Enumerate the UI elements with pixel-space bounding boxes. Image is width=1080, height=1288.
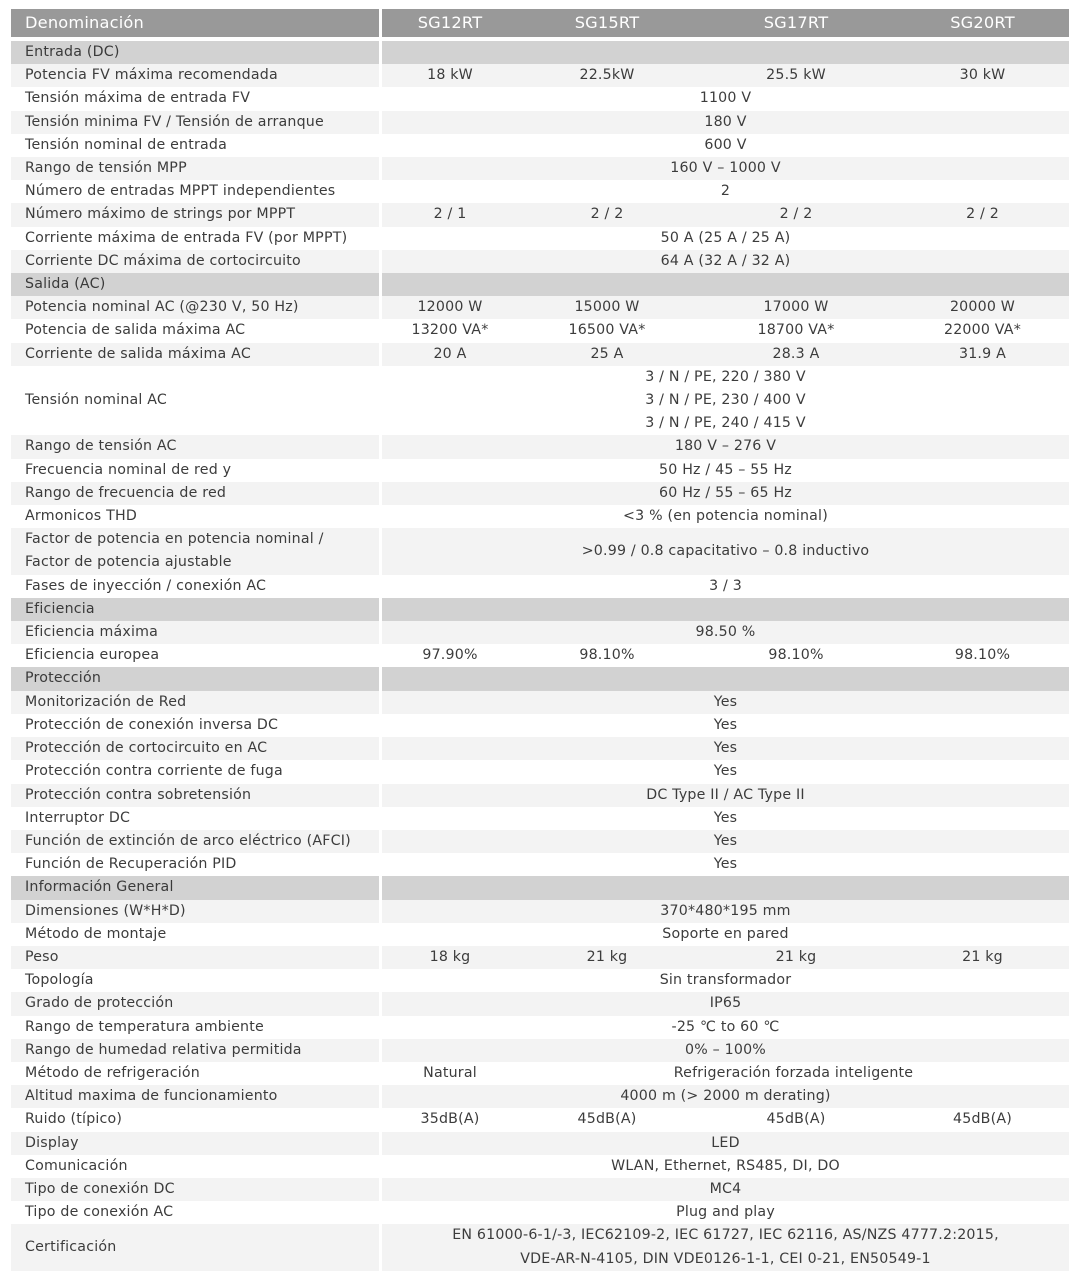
spec-value — [518, 644, 696, 667]
spec-label — [11, 1108, 382, 1131]
spec-label — [11, 64, 382, 87]
spec-label-line: Tensión minima FV / Tensión de arranque — [25, 113, 324, 130]
spec-label-line: Comunicación — [25, 1157, 128, 1174]
spec-value-line: 98.50 % — [695, 624, 756, 641]
spec-label-line: Factor de potencia en potencia nominal / — [25, 531, 324, 548]
section-row — [11, 876, 1069, 899]
spec-value-line: 21 kg — [775, 948, 817, 965]
spec-label-line: Protección de cortocircuito en AC — [25, 740, 268, 757]
section-row — [11, 667, 1069, 690]
spec-label-line: Protección contra sobretensión — [25, 786, 252, 803]
spec-value — [382, 644, 518, 667]
spec-value-line: 18 kW — [427, 67, 473, 84]
spec-value — [382, 992, 1069, 1015]
spec-value-line: MC4 — [709, 1180, 742, 1197]
spec-value — [382, 435, 1069, 458]
spec-value — [382, 714, 1069, 737]
spec-label-line: Potencia de salida máxima AC — [25, 322, 246, 339]
spec-label — [11, 737, 382, 760]
spec-row — [11, 1201, 1069, 1224]
spec-row — [11, 505, 1069, 528]
spec-value-line: Natural — [423, 1064, 477, 1081]
spec-value-line: 18 kg — [429, 948, 471, 965]
spec-label — [11, 87, 382, 110]
spec-value — [518, 1062, 1069, 1085]
spec-label — [11, 1178, 382, 1201]
spec-row — [11, 1062, 1069, 1085]
spec-value-line: Yes — [713, 856, 738, 873]
spec-label-line: Eficiencia europea — [25, 647, 160, 664]
spec-value-line: Sin transformador — [659, 972, 792, 989]
spec-value — [382, 227, 1069, 250]
spec-value — [382, 87, 1069, 110]
spec-label — [11, 459, 382, 482]
spec-label — [11, 157, 382, 180]
spec-row — [11, 1108, 1069, 1131]
spec-row — [11, 853, 1069, 876]
spec-label — [11, 180, 382, 203]
spec-label-line: Armonicos THD — [25, 508, 137, 525]
spec-value — [696, 203, 896, 226]
spec-label-line: Número máximo de strings por MPPT — [25, 206, 296, 223]
spec-value — [382, 203, 518, 226]
spec-value — [382, 366, 1069, 436]
spec-value-line: 20000 W — [949, 299, 1016, 316]
spec-value-line: Yes — [713, 740, 738, 757]
spec-label — [11, 343, 382, 366]
spec-value-line: 21 kg — [962, 948, 1003, 965]
section-title: Salida (AC) — [11, 273, 382, 296]
spec-value — [896, 946, 1069, 969]
spec-value — [896, 203, 1069, 226]
spec-label — [11, 1062, 382, 1085]
section-title: Información General — [11, 876, 382, 899]
spec-value-line: 1100 V — [699, 90, 752, 107]
spec-value-line: 2 / 2 — [779, 206, 813, 223]
spec-label-line: Eficiencia máxima — [25, 624, 159, 641]
spec-value-line: 50 A (25 A / 25 A) — [660, 229, 791, 246]
spec-value-line: 15000 W — [574, 299, 640, 316]
spec-value-line: 21 kg — [586, 948, 628, 965]
spec-value-line: 3 / N / PE, 240 / 415 V — [645, 415, 806, 432]
spec-value-line: 370*480*195 mm — [660, 902, 791, 919]
spec-value-line: 31.9 A — [958, 345, 1006, 362]
spec-label-line: Potencia FV máxima recomendada — [25, 67, 278, 84]
spec-label-line: Rango de tensión MPP — [25, 160, 187, 177]
spec-row — [11, 366, 1069, 436]
spec-label — [11, 1016, 382, 1039]
spec-value — [382, 1155, 1069, 1178]
spec-value — [382, 111, 1069, 134]
spec-label — [11, 969, 382, 992]
spec-value-line: 30 kW — [959, 67, 1006, 84]
spec-label — [11, 1201, 382, 1224]
spec-label — [11, 946, 382, 969]
spec-label — [11, 319, 382, 342]
spec-label-line: Factor de potencia ajustable — [25, 554, 232, 571]
header-model-sg17rt: SG17RT — [696, 9, 896, 41]
spec-value-line: 2 — [720, 183, 731, 200]
spec-label — [11, 296, 382, 319]
spec-value — [382, 459, 1069, 482]
spec-row — [11, 528, 1069, 574]
spec-value-line: LED — [711, 1134, 740, 1151]
spec-value — [696, 343, 896, 366]
spec-value-line: 2 / 2 — [966, 206, 999, 223]
spec-row — [11, 319, 1069, 342]
spec-value-line: VDE-AR-N-4105, DIN VDE0126-1-1, CEI 0-21, EN50549-1 — [520, 1250, 931, 1267]
spec-value-line: 180 V — [704, 113, 747, 130]
section-title: Entrada (DC) — [11, 41, 382, 64]
spec-value — [382, 1016, 1069, 1039]
spec-value-line: 28.3 A — [772, 345, 820, 362]
spec-row — [11, 575, 1069, 598]
spec-value — [382, 1178, 1069, 1201]
spec-value — [696, 1108, 896, 1131]
spec-label — [11, 691, 382, 714]
spec-value-line: Yes — [713, 693, 738, 710]
spec-label — [11, 760, 382, 783]
spec-value — [382, 760, 1069, 783]
spec-value-line: 0% – 100% — [685, 1041, 766, 1058]
spec-label — [11, 1132, 382, 1155]
spec-value-line: 18700 VA* — [757, 322, 835, 339]
spec-value — [382, 621, 1069, 644]
spec-value-line: 600 V — [704, 136, 747, 153]
spec-label-line: Método de montaje — [25, 925, 167, 942]
spec-value-line: 45dB(A) — [766, 1111, 826, 1128]
spec-value — [382, 807, 1069, 830]
spec-label — [11, 621, 382, 644]
spec-label — [11, 784, 382, 807]
spec-value — [696, 64, 896, 87]
spec-label-line: Tipo de conexión AC — [25, 1204, 174, 1221]
spec-value — [896, 296, 1069, 319]
spec-value — [696, 296, 896, 319]
spec-label-line: Fases de inyección / conexión AC — [25, 577, 267, 594]
spec-row — [11, 784, 1069, 807]
spec-row — [11, 87, 1069, 110]
spec-value-line: 2 / 2 — [590, 206, 624, 223]
spec-value — [382, 64, 518, 87]
spec-label-line: Frecuencia nominal de red y — [25, 461, 232, 478]
spec-value — [518, 296, 696, 319]
spec-value-line: Plug and play — [676, 1204, 775, 1221]
spec-row — [11, 830, 1069, 853]
spec-value-line: 25 A — [590, 345, 624, 362]
spec-row — [11, 482, 1069, 505]
section-row — [11, 41, 1069, 64]
spec-value-line: 13200 VA* — [411, 322, 489, 339]
spec-value — [382, 691, 1069, 714]
spec-value-line: 25.5 kW — [766, 67, 826, 84]
spec-row — [11, 807, 1069, 830]
spec-label-line: Número de entradas MPPT independientes — [25, 183, 336, 200]
spec-value — [382, 505, 1069, 528]
spec-label-line: Tensión máxima de entrada FV — [25, 90, 251, 107]
spec-value — [896, 64, 1069, 87]
spec-value — [382, 1085, 1069, 1108]
spec-row — [11, 111, 1069, 134]
spec-value-line: IP65 — [709, 995, 742, 1012]
spec-row — [11, 621, 1069, 644]
spec-row — [11, 296, 1069, 319]
spec-value-line: 16500 VA* — [568, 322, 646, 339]
spec-label-line: Rango de tensión AC — [25, 438, 177, 455]
spec-value — [382, 180, 1069, 203]
spec-value — [518, 343, 696, 366]
spec-row — [11, 900, 1069, 923]
spec-value-line: 20 A — [433, 345, 467, 362]
spec-value — [382, 1224, 1069, 1270]
spec-label-line: Rango de temperatura ambiente — [25, 1018, 264, 1035]
spec-value-line: 17000 W — [763, 299, 829, 316]
spec-label — [11, 644, 382, 667]
spec-value — [696, 644, 896, 667]
spec-value — [382, 1132, 1069, 1155]
spec-label — [11, 807, 382, 830]
spec-label — [11, 203, 382, 226]
section-title: Eficiencia — [11, 598, 382, 621]
spec-value-line: 160 V – 1000 V — [670, 160, 781, 177]
spec-label-line: Función de Recuperación PID — [25, 856, 237, 873]
spec-value — [382, 296, 518, 319]
spec-value — [382, 830, 1069, 853]
spec-value — [382, 923, 1069, 946]
spec-label-line: Corriente DC máxima de cortocircuito — [25, 252, 301, 269]
spec-label-line: Corriente máxima de entrada FV (por MPPT) — [25, 229, 348, 246]
spec-row — [11, 946, 1069, 969]
spec-value — [382, 969, 1069, 992]
section-fill — [382, 667, 1069, 690]
spec-row — [11, 180, 1069, 203]
spec-value-line: 60 Hz / 55 – 65 Hz — [659, 484, 792, 501]
spec-value-line: 22000 VA* — [943, 322, 1022, 339]
spec-row — [11, 737, 1069, 760]
spec-value — [382, 250, 1069, 273]
spec-row — [11, 923, 1069, 946]
spec-value-line: 22.5kW — [579, 67, 635, 84]
spec-label — [11, 1155, 382, 1178]
spec-label-line: Potencia nominal AC (@230 V, 50 Hz) — [25, 299, 299, 316]
spec-value-line: 3 / 3 — [709, 577, 742, 594]
spec-row — [11, 343, 1069, 366]
spec-row — [11, 435, 1069, 458]
spec-label-line: Topología — [25, 972, 94, 989]
header-model-sg15rt: SG15RT — [518, 9, 696, 41]
spec-value — [382, 1108, 518, 1131]
spec-value — [896, 343, 1069, 366]
spec-row — [11, 203, 1069, 226]
spec-label-line: Certificación — [25, 1238, 117, 1255]
spec-value-line: 3 / N / PE, 230 / 400 V — [645, 392, 806, 409]
spec-value-line: 50 Hz / 45 – 55 Hz — [659, 461, 792, 478]
spec-value — [696, 319, 896, 342]
spec-row — [11, 1224, 1069, 1270]
spec-label-line: Display — [25, 1134, 79, 1151]
spec-value-line: Refrigeración forzada inteligente — [673, 1064, 914, 1081]
spec-label — [11, 853, 382, 876]
spec-label-line: Método de refrigeración — [25, 1064, 200, 1081]
spec-value-line: 98.10% — [579, 647, 635, 664]
spec-value — [896, 644, 1069, 667]
spec-row — [11, 250, 1069, 273]
spec-label — [11, 482, 382, 505]
spec-value — [382, 784, 1069, 807]
spec-value — [382, 319, 518, 342]
spec-label-line: Corriente de salida máxima AC — [25, 345, 251, 362]
spec-table — [11, 9, 1069, 1271]
spec-value-line: 180 V – 276 V — [674, 438, 777, 455]
spec-value-line: 2 / 1 — [433, 206, 467, 223]
spec-label — [11, 134, 382, 157]
spec-label-line: Tensión nominal de entrada — [25, 136, 228, 153]
spec-value-line: 64 A (32 A / 32 A) — [660, 252, 791, 269]
spec-row — [11, 1039, 1069, 1062]
spec-value — [382, 482, 1069, 505]
spec-value-line: 45dB(A) — [953, 1111, 1012, 1128]
spec-label — [11, 528, 382, 574]
spec-value-line: Yes — [713, 832, 738, 849]
spec-value-line: >0.99 / 0.8 capacitativo – 0.8 inductivo — [581, 542, 870, 559]
spec-label-line: Protección contra corriente de fuga — [25, 763, 283, 780]
spec-row — [11, 64, 1069, 87]
spec-value-line: 35dB(A) — [420, 1111, 480, 1128]
spec-value-line: <3 % (en potencia nominal) — [623, 508, 828, 525]
spec-value — [896, 319, 1069, 342]
spec-value-line: Yes — [713, 763, 738, 780]
spec-value — [518, 64, 696, 87]
spec-row — [11, 134, 1069, 157]
spec-label — [11, 435, 382, 458]
section-row — [11, 598, 1069, 621]
section-title: Protección — [11, 667, 382, 690]
spec-row — [11, 644, 1069, 667]
spec-value — [382, 134, 1069, 157]
section-fill — [382, 273, 1069, 296]
spec-label-line: Monitorización de Red — [25, 693, 187, 710]
spec-value — [518, 203, 696, 226]
spec-value-line: -25 ℃ to 60 ℃ — [671, 1018, 780, 1035]
spec-label — [11, 923, 382, 946]
spec-value-line: WLAN, Ethernet, RS485, DI, DO — [611, 1157, 840, 1174]
spec-label-line: Dimensiones (W*H*D) — [25, 902, 186, 919]
section-fill — [382, 41, 1069, 64]
spec-value — [518, 1108, 696, 1131]
spec-value — [518, 946, 696, 969]
spec-label — [11, 111, 382, 134]
spec-label — [11, 366, 382, 436]
spec-label-line: Función de extinción de arco eléctrico (AFCI) — [25, 832, 351, 849]
spec-value — [382, 528, 1069, 574]
spec-value-line: 98.10% — [954, 647, 1011, 664]
spec-value-line: 4000 m (> 2000 m derating) — [620, 1088, 831, 1105]
spec-label — [11, 714, 382, 737]
spec-row — [11, 1155, 1069, 1178]
header-denominacion: Denominación — [11, 9, 382, 41]
header-model-sg12rt: SG12RT — [382, 9, 518, 41]
spec-body — [11, 41, 1069, 1271]
spec-row — [11, 459, 1069, 482]
spec-label — [11, 505, 382, 528]
spec-row — [11, 227, 1069, 250]
spec-value-line: 45dB(A) — [577, 1111, 637, 1128]
spec-label — [11, 900, 382, 923]
spec-label — [11, 250, 382, 273]
spec-row — [11, 969, 1069, 992]
section-fill — [382, 598, 1069, 621]
spec-label-line: Ruido (típico) — [25, 1111, 123, 1128]
spec-value — [382, 1201, 1069, 1224]
spec-value — [382, 946, 518, 969]
spec-label — [11, 830, 382, 853]
spec-label — [11, 575, 382, 598]
spec-value — [518, 319, 696, 342]
spec-value-line: 97.90% — [422, 647, 478, 664]
spec-label-line: Altitud maxima de funcionamiento — [25, 1088, 278, 1105]
spec-label-line: Tensión nominal AC — [25, 392, 168, 409]
spec-value — [382, 1062, 518, 1085]
spec-row — [11, 760, 1069, 783]
spec-value-line: Soporte en pared — [662, 925, 789, 942]
spec-row — [11, 157, 1069, 180]
spec-value — [696, 946, 896, 969]
spec-label-line: Rango de frecuencia de red — [25, 484, 227, 501]
spec-value — [896, 1108, 1069, 1131]
spec-row — [11, 714, 1069, 737]
spec-value — [382, 737, 1069, 760]
spec-value-line: 98.10% — [768, 647, 824, 664]
spec-value — [382, 575, 1069, 598]
spec-row — [11, 691, 1069, 714]
spec-row — [11, 1132, 1069, 1155]
spec-label-line: Peso — [25, 948, 59, 965]
spec-value — [382, 853, 1069, 876]
spec-value-line: Yes — [713, 809, 738, 826]
spec-value-line: 12000 W — [417, 299, 483, 316]
spec-label — [11, 227, 382, 250]
spec-value-line: 3 / N / PE, 220 / 380 V — [645, 368, 806, 385]
section-row — [11, 273, 1069, 296]
header-row — [11, 9, 1069, 41]
spec-row — [11, 992, 1069, 1015]
spec-value — [382, 900, 1069, 923]
spec-row — [11, 1016, 1069, 1039]
spec-sheet — [11, 9, 1069, 1271]
spec-label — [11, 1085, 382, 1108]
spec-row — [11, 1178, 1069, 1201]
spec-label — [11, 1039, 382, 1062]
spec-value-line: Yes — [713, 716, 738, 733]
spec-value-line: EN 61000-6-1/-3, IEC62109-2, IEC 61727, IEC 62116, AS/NZS 4777.2:2015, — [452, 1227, 999, 1244]
spec-row — [11, 1085, 1069, 1108]
section-fill — [382, 876, 1069, 899]
spec-label-line: Protección de conexión inversa DC — [25, 716, 279, 733]
spec-label-line: Tipo de conexión DC — [25, 1180, 175, 1197]
spec-value-line: DC Type II / AC Type II — [646, 786, 805, 803]
header-model-sg20rt: SG20RT — [896, 9, 1069, 41]
spec-label-line: Rango de humedad relativa permitida — [25, 1041, 302, 1058]
spec-label-line: Grado de protección — [25, 995, 174, 1012]
spec-value — [382, 343, 518, 366]
spec-label-line: Interruptor DC — [25, 809, 131, 826]
spec-label — [11, 1224, 382, 1270]
spec-label — [11, 992, 382, 1015]
spec-value — [382, 1039, 1069, 1062]
spec-value — [382, 157, 1069, 180]
